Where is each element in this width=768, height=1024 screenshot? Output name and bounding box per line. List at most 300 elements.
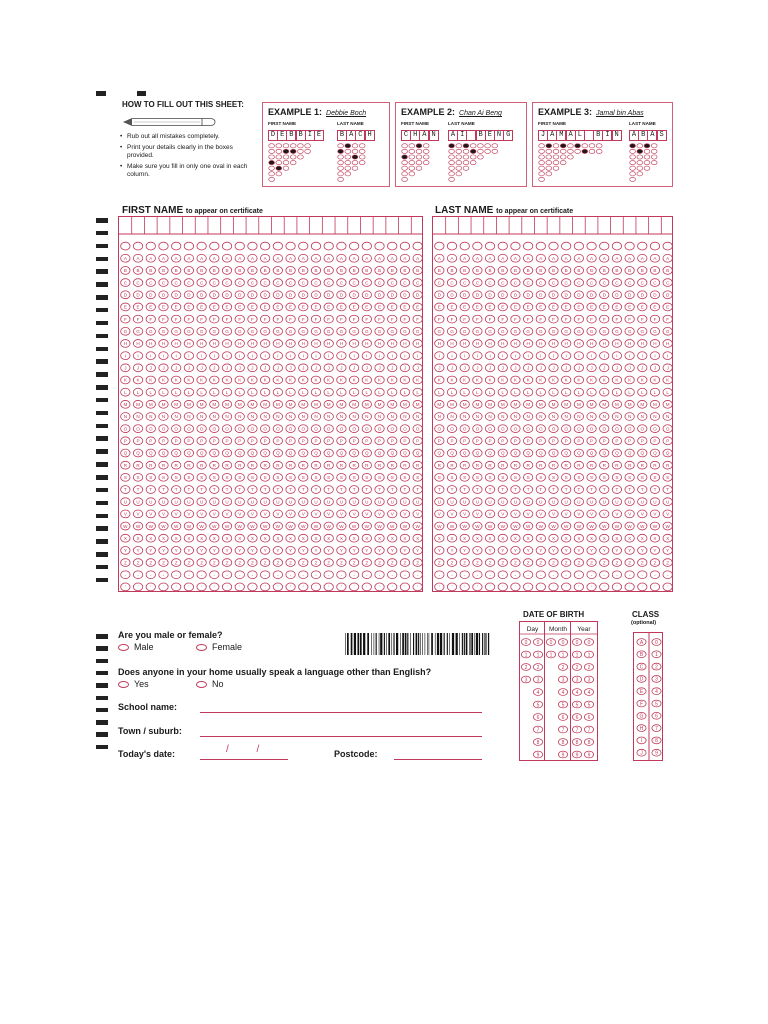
last-name-bubble[interactable] (473, 315, 482, 323)
first-name-bubble[interactable] (171, 352, 180, 360)
first-name-bubble[interactable] (273, 388, 282, 396)
first-name-bubble[interactable] (133, 267, 142, 275)
first-name-bubble[interactable] (324, 279, 333, 287)
last-name-bubble[interactable] (549, 437, 558, 445)
first-name-bubble[interactable] (362, 437, 371, 445)
last-name-bubble[interactable] (625, 571, 634, 579)
last-name-bubble[interactable] (498, 400, 507, 408)
first-name-bubble[interactable] (133, 559, 142, 567)
last-name-bubble[interactable] (511, 498, 520, 506)
class-bubble[interactable] (637, 676, 646, 683)
last-name-bubble[interactable] (460, 327, 469, 335)
last-name-bubble[interactable] (473, 364, 482, 372)
last-name-bubble[interactable] (511, 547, 520, 555)
first-name-bubble[interactable] (210, 461, 219, 469)
first-name-bubble[interactable] (197, 449, 206, 457)
last-name-bubble[interactable] (587, 242, 596, 250)
first-name-bubble[interactable] (146, 559, 155, 567)
dob-bubble[interactable] (533, 714, 542, 721)
first-name-bubble[interactable] (171, 498, 180, 506)
last-name-bubble[interactable] (473, 388, 482, 396)
last-name-bubble[interactable] (600, 498, 609, 506)
first-name-letter-box[interactable] (132, 217, 145, 234)
last-name-bubble[interactable] (561, 242, 570, 250)
last-name-bubble[interactable] (447, 254, 456, 262)
first-name-bubble[interactable] (375, 498, 384, 506)
dob-bubble[interactable] (584, 651, 593, 658)
first-name-bubble[interactable] (375, 473, 384, 481)
last-name-letter-box[interactable] (446, 217, 459, 234)
dob-bubble[interactable] (558, 689, 567, 696)
last-name-bubble[interactable] (435, 315, 444, 323)
first-name-bubble[interactable] (413, 413, 422, 421)
first-name-bubble[interactable] (260, 315, 269, 323)
last-name-bubble[interactable] (435, 498, 444, 506)
dob-bubble[interactable] (572, 739, 581, 746)
last-name-letter-box[interactable] (471, 217, 484, 234)
first-name-bubble[interactable] (222, 315, 231, 323)
last-name-bubble[interactable] (650, 315, 659, 323)
first-name-bubble[interactable] (235, 571, 244, 579)
first-name-bubble[interactable] (159, 425, 168, 433)
first-name-bubble[interactable] (248, 352, 257, 360)
first-name-bubble[interactable] (222, 388, 231, 396)
last-name-bubble[interactable] (587, 327, 596, 335)
first-name-bubble[interactable] (362, 559, 371, 567)
first-name-bubble[interactable] (210, 242, 219, 250)
first-name-bubble[interactable] (311, 388, 320, 396)
last-name-letter-box[interactable] (484, 217, 497, 234)
first-name-bubble[interactable] (311, 534, 320, 542)
last-name-bubble[interactable] (561, 571, 570, 579)
first-name-bubble[interactable] (273, 413, 282, 421)
first-name-bubble[interactable] (324, 254, 333, 262)
first-name-bubble[interactable] (197, 279, 206, 287)
last-name-bubble[interactable] (600, 303, 609, 311)
last-name-bubble[interactable] (460, 473, 469, 481)
last-name-bubble[interactable] (498, 303, 507, 311)
last-name-bubble[interactable] (523, 303, 532, 311)
last-name-bubble[interactable] (650, 352, 659, 360)
last-name-bubble[interactable] (498, 388, 507, 396)
class-bubble[interactable] (652, 700, 661, 707)
last-name-bubble[interactable] (625, 279, 634, 287)
first-name-bubble[interactable] (273, 437, 282, 445)
first-name-bubble[interactable] (235, 352, 244, 360)
last-name-bubble[interactable] (587, 486, 596, 494)
first-name-bubble[interactable] (324, 425, 333, 433)
first-name-bubble[interactable] (146, 461, 155, 469)
first-name-bubble[interactable] (146, 473, 155, 481)
first-name-bubble[interactable] (362, 425, 371, 433)
dob-bubble[interactable] (584, 689, 593, 696)
first-name-bubble[interactable] (171, 559, 180, 567)
last-name-bubble[interactable] (549, 327, 558, 335)
last-name-bubble[interactable] (587, 413, 596, 421)
last-name-bubble[interactable] (460, 510, 469, 518)
first-name-bubble[interactable] (311, 327, 320, 335)
first-name-bubble[interactable] (413, 583, 422, 591)
last-name-bubble[interactable] (485, 437, 494, 445)
last-name-bubble[interactable] (638, 547, 647, 555)
first-name-bubble[interactable] (337, 376, 346, 384)
last-name-bubble[interactable] (612, 315, 621, 323)
last-name-bubble[interactable] (447, 486, 456, 494)
last-name-bubble[interactable] (549, 510, 558, 518)
first-name-bubble[interactable] (133, 340, 142, 348)
last-name-bubble[interactable] (561, 327, 570, 335)
first-name-bubble[interactable] (171, 461, 180, 469)
first-name-bubble[interactable] (184, 413, 193, 421)
first-name-bubble[interactable] (362, 522, 371, 530)
female-oval[interactable] (196, 644, 207, 651)
last-name-bubble[interactable] (638, 400, 647, 408)
first-name-bubble[interactable] (235, 291, 244, 299)
last-name-bubble[interactable] (536, 559, 545, 567)
dob-bubble[interactable] (546, 639, 555, 646)
first-name-bubble[interactable] (260, 583, 269, 591)
last-name-bubble[interactable] (511, 254, 520, 262)
last-name-bubble[interactable] (625, 267, 634, 275)
last-name-bubble[interactable] (549, 547, 558, 555)
first-name-bubble[interactable] (171, 473, 180, 481)
last-name-bubble[interactable] (638, 437, 647, 445)
last-name-bubble[interactable] (625, 388, 634, 396)
first-name-bubble[interactable] (324, 388, 333, 396)
first-name-bubble[interactable] (159, 534, 168, 542)
first-name-bubble[interactable] (222, 327, 231, 335)
last-name-bubble[interactable] (498, 461, 507, 469)
last-name-bubble[interactable] (625, 291, 634, 299)
last-name-bubble[interactable] (460, 291, 469, 299)
last-name-bubble[interactable] (485, 425, 494, 433)
last-name-bubble[interactable] (561, 473, 570, 481)
first-name-bubble[interactable] (222, 461, 231, 469)
last-name-bubble[interactable] (523, 425, 532, 433)
first-name-bubble[interactable] (121, 413, 130, 421)
last-name-bubble[interactable] (650, 486, 659, 494)
first-name-bubble[interactable] (222, 547, 231, 555)
last-name-bubble[interactable] (625, 242, 634, 250)
first-name-bubble[interactable] (362, 315, 371, 323)
first-name-bubble[interactable] (388, 254, 397, 262)
first-name-bubble[interactable] (299, 486, 308, 494)
last-name-bubble[interactable] (600, 340, 609, 348)
first-name-bubble[interactable] (337, 559, 346, 567)
first-name-bubble[interactable] (324, 291, 333, 299)
first-name-bubble[interactable] (184, 279, 193, 287)
first-name-bubble[interactable] (337, 242, 346, 250)
last-name-bubble[interactable] (625, 303, 634, 311)
last-name-bubble[interactable] (549, 559, 558, 567)
first-name-bubble[interactable] (375, 364, 384, 372)
first-name-bubble[interactable] (146, 498, 155, 506)
last-name-bubble[interactable] (473, 473, 482, 481)
first-name-bubble[interactable] (159, 400, 168, 408)
school-name-field[interactable] (200, 712, 482, 713)
last-name-bubble[interactable] (498, 352, 507, 360)
first-name-bubble[interactable] (197, 486, 206, 494)
first-name-bubble[interactable] (184, 473, 193, 481)
last-name-bubble[interactable] (574, 267, 583, 275)
last-name-bubble[interactable] (511, 267, 520, 275)
last-name-bubble[interactable] (447, 534, 456, 542)
last-name-bubble[interactable] (523, 364, 532, 372)
first-name-bubble[interactable] (121, 352, 130, 360)
first-name-bubble[interactable] (248, 547, 257, 555)
first-name-bubble[interactable] (210, 327, 219, 335)
first-name-letter-box[interactable] (322, 217, 335, 234)
first-name-bubble[interactable] (324, 486, 333, 494)
first-name-bubble[interactable] (273, 449, 282, 457)
first-name-bubble[interactable] (337, 534, 346, 542)
first-name-bubble[interactable] (362, 303, 371, 311)
first-name-bubble[interactable] (349, 352, 358, 360)
first-name-bubble[interactable] (286, 583, 295, 591)
last-name-bubble[interactable] (498, 267, 507, 275)
first-name-bubble[interactable] (159, 315, 168, 323)
first-name-bubble[interactable] (286, 291, 295, 299)
first-name-bubble[interactable] (159, 327, 168, 335)
last-name-bubble[interactable] (638, 510, 647, 518)
first-name-bubble[interactable] (210, 571, 219, 579)
first-name-bubble[interactable] (171, 534, 180, 542)
last-name-bubble[interactable] (625, 473, 634, 481)
first-name-bubble[interactable] (235, 413, 244, 421)
first-name-bubble[interactable] (400, 547, 409, 555)
first-name-bubble[interactable] (184, 571, 193, 579)
first-name-bubble[interactable] (388, 364, 397, 372)
first-name-bubble[interactable] (121, 559, 130, 567)
last-name-bubble[interactable] (549, 279, 558, 287)
first-name-bubble[interactable] (121, 571, 130, 579)
first-name-bubble[interactable] (400, 400, 409, 408)
last-name-bubble[interactable] (485, 364, 494, 372)
last-name-bubble[interactable] (638, 413, 647, 421)
last-name-bubble[interactable] (600, 327, 609, 335)
last-name-bubble[interactable] (612, 267, 621, 275)
first-name-bubble[interactable] (171, 364, 180, 372)
first-name-bubble[interactable] (388, 486, 397, 494)
last-name-bubble[interactable] (460, 279, 469, 287)
first-name-bubble[interactable] (362, 279, 371, 287)
first-name-bubble[interactable] (349, 437, 358, 445)
first-name-bubble[interactable] (248, 327, 257, 335)
first-name-bubble[interactable] (171, 303, 180, 311)
last-name-bubble[interactable] (663, 473, 672, 481)
last-name-bubble[interactable] (460, 315, 469, 323)
last-name-bubble[interactable] (612, 352, 621, 360)
last-name-bubble[interactable] (612, 510, 621, 518)
first-name-bubble[interactable] (362, 461, 371, 469)
first-name-bubble[interactable] (184, 547, 193, 555)
dob-bubble[interactable] (558, 664, 567, 671)
first-name-bubble[interactable] (146, 522, 155, 530)
last-name-bubble[interactable] (663, 254, 672, 262)
last-name-bubble[interactable] (485, 534, 494, 542)
last-name-bubble[interactable] (650, 534, 659, 542)
last-name-bubble[interactable] (663, 449, 672, 457)
first-name-bubble[interactable] (299, 449, 308, 457)
first-name-letter-box[interactable] (386, 217, 399, 234)
last-name-bubble[interactable] (498, 473, 507, 481)
last-name-bubble[interactable] (511, 291, 520, 299)
first-name-bubble[interactable] (235, 400, 244, 408)
first-name-bubble[interactable] (197, 547, 206, 555)
last-name-bubble[interactable] (650, 559, 659, 567)
last-name-bubble[interactable] (511, 437, 520, 445)
first-name-bubble[interactable] (184, 267, 193, 275)
first-name-bubble[interactable] (260, 364, 269, 372)
first-name-bubble[interactable] (375, 388, 384, 396)
first-name-bubble[interactable] (349, 473, 358, 481)
last-name-bubble[interactable] (587, 352, 596, 360)
last-name-bubble[interactable] (460, 498, 469, 506)
first-name-bubble[interactable] (324, 327, 333, 335)
last-name-bubble[interactable] (523, 413, 532, 421)
last-name-bubble[interactable] (638, 303, 647, 311)
last-name-bubble[interactable] (587, 376, 596, 384)
first-name-bubble[interactable] (413, 571, 422, 579)
last-name-bubble[interactable] (473, 279, 482, 287)
last-name-bubble[interactable] (498, 291, 507, 299)
last-name-bubble[interactable] (435, 242, 444, 250)
male-option[interactable] (118, 642, 154, 652)
last-name-bubble[interactable] (536, 486, 545, 494)
last-name-bubble[interactable] (600, 291, 609, 299)
first-name-bubble[interactable] (273, 376, 282, 384)
last-name-bubble[interactable] (511, 400, 520, 408)
last-name-bubble[interactable] (625, 352, 634, 360)
first-name-bubble[interactable] (299, 510, 308, 518)
last-name-bubble[interactable] (549, 303, 558, 311)
first-name-bubble[interactable] (184, 303, 193, 311)
class-bubble[interactable] (637, 712, 646, 719)
last-name-bubble[interactable] (498, 340, 507, 348)
last-name-bubble[interactable] (511, 364, 520, 372)
last-name-bubble[interactable] (460, 340, 469, 348)
dob-bubble[interactable] (572, 651, 581, 658)
last-name-bubble[interactable] (663, 583, 672, 591)
first-name-bubble[interactable] (286, 510, 295, 518)
first-name-bubble[interactable] (286, 522, 295, 530)
first-name-bubble[interactable] (375, 522, 384, 530)
yes-option[interactable] (118, 679, 149, 689)
first-name-bubble[interactable] (375, 413, 384, 421)
last-name-bubble[interactable] (561, 486, 570, 494)
last-name-bubble[interactable] (663, 486, 672, 494)
last-name-bubble[interactable] (561, 534, 570, 542)
first-name-bubble[interactable] (222, 571, 231, 579)
first-name-bubble[interactable] (133, 547, 142, 555)
first-name-bubble[interactable] (121, 254, 130, 262)
last-name-bubble[interactable] (536, 437, 545, 445)
last-name-bubble[interactable] (485, 291, 494, 299)
last-name-letter-box[interactable] (598, 217, 611, 234)
last-name-bubble[interactable] (447, 510, 456, 518)
last-name-bubble[interactable] (638, 279, 647, 287)
last-name-bubble[interactable] (638, 571, 647, 579)
last-name-bubble[interactable] (549, 425, 558, 433)
last-name-bubble[interactable] (638, 498, 647, 506)
first-name-bubble[interactable] (337, 473, 346, 481)
first-name-bubble[interactable] (362, 510, 371, 518)
first-name-bubble[interactable] (121, 461, 130, 469)
first-name-bubble[interactable] (400, 315, 409, 323)
postcode-field[interactable] (394, 759, 482, 760)
first-name-bubble[interactable] (184, 486, 193, 494)
dob-bubble[interactable] (584, 714, 593, 721)
last-name-bubble[interactable] (561, 388, 570, 396)
first-name-bubble[interactable] (273, 547, 282, 555)
first-name-bubble[interactable] (362, 352, 371, 360)
first-name-bubble[interactable] (210, 364, 219, 372)
todays-date-field[interactable] (200, 759, 288, 760)
first-name-bubble[interactable] (248, 498, 257, 506)
last-name-bubble[interactable] (485, 254, 494, 262)
first-name-bubble[interactable] (400, 510, 409, 518)
last-name-bubble[interactable] (485, 279, 494, 287)
dob-bubble[interactable] (558, 739, 567, 746)
last-name-bubble[interactable] (561, 559, 570, 567)
first-name-bubble[interactable] (197, 571, 206, 579)
class-bubble[interactable] (652, 688, 661, 695)
last-name-bubble[interactable] (663, 510, 672, 518)
first-name-bubble[interactable] (260, 400, 269, 408)
last-name-bubble[interactable] (485, 413, 494, 421)
first-name-bubble[interactable] (413, 254, 422, 262)
last-name-bubble[interactable] (663, 327, 672, 335)
first-name-bubble[interactable] (413, 340, 422, 348)
dob-bubble[interactable] (533, 739, 542, 746)
first-name-bubble[interactable] (159, 352, 168, 360)
dob-bubble[interactable] (584, 676, 593, 683)
last-name-bubble[interactable] (460, 486, 469, 494)
first-name-bubble[interactable] (413, 388, 422, 396)
last-name-bubble[interactable] (574, 498, 583, 506)
last-name-bubble[interactable] (625, 425, 634, 433)
last-name-bubble[interactable] (612, 364, 621, 372)
first-name-bubble[interactable] (197, 388, 206, 396)
last-name-bubble[interactable] (638, 352, 647, 360)
first-name-bubble[interactable] (375, 571, 384, 579)
dob-bubble[interactable] (572, 664, 581, 671)
first-name-bubble[interactable] (299, 327, 308, 335)
first-name-bubble[interactable] (375, 315, 384, 323)
first-name-bubble[interactable] (197, 340, 206, 348)
first-name-letter-box[interactable] (373, 217, 386, 234)
last-name-bubble[interactable] (536, 388, 545, 396)
first-name-bubble[interactable] (171, 510, 180, 518)
last-name-bubble[interactable] (625, 413, 634, 421)
last-name-bubble[interactable] (612, 291, 621, 299)
last-name-bubble[interactable] (638, 242, 647, 250)
dob-bubble[interactable] (584, 639, 593, 646)
first-name-bubble[interactable] (337, 400, 346, 408)
last-name-bubble[interactable] (625, 364, 634, 372)
first-name-bubble[interactable] (159, 437, 168, 445)
last-name-bubble[interactable] (650, 473, 659, 481)
last-name-bubble[interactable] (511, 559, 520, 567)
dob-bubble[interactable] (572, 676, 581, 683)
first-name-letter-box[interactable] (208, 217, 221, 234)
last-name-bubble[interactable] (638, 376, 647, 384)
first-name-bubble[interactable] (299, 559, 308, 567)
first-name-bubble[interactable] (400, 327, 409, 335)
last-name-bubble[interactable] (473, 510, 482, 518)
dob-bubble[interactable] (521, 664, 530, 671)
dob-bubble[interactable] (533, 751, 542, 758)
